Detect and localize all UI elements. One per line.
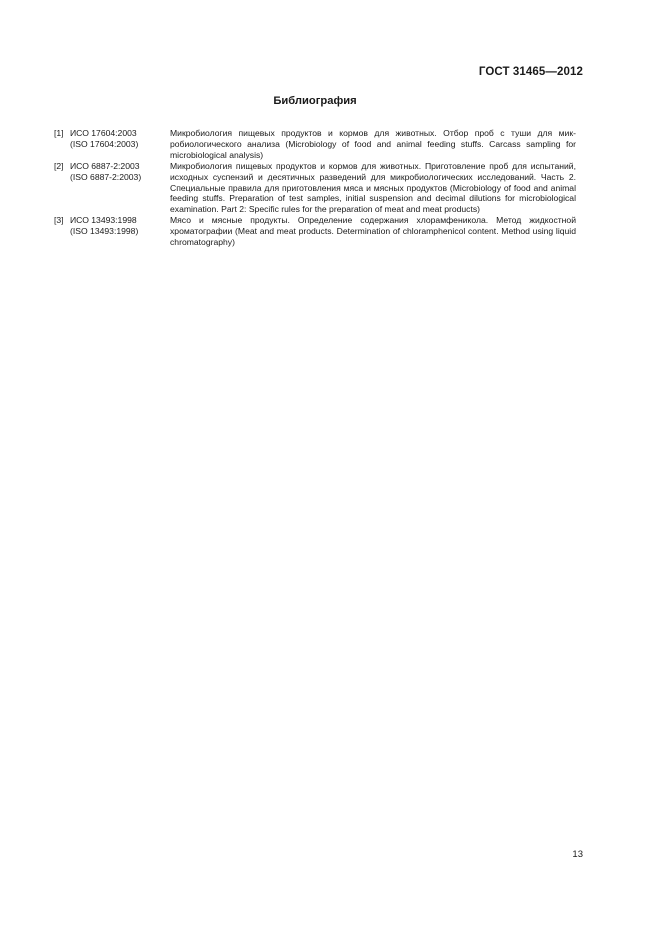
page-number: 13: [572, 849, 583, 860]
entry-text: Микробиология пищевых продуктов и кормов для животных. Приготовление проб для испытаний, исходных суспензий и десятичных разведений для микробиологических исследований. Часть 2. Специальные правила для приготовления мяса и мясных продуктов (Microbiology of food and animal feeding stuffs. Preparation of test samples, initial suspension and decimal dilutions for microbiological examination. Part 2: Specific rules for the preparation of meat and meat products): [170, 160, 576, 215]
entry-number: [2]: [54, 160, 64, 171]
entry-reference-ru: ИСО 6887-2:2003: [70, 160, 140, 171]
entry-reference: [70, 215, 170, 248]
entry-reference-ru: ИСО 17604:2003: [70, 128, 137, 138]
bibliography-entry: [54, 128, 576, 161]
bibliography-entry: [54, 161, 576, 216]
entry-reference-en: (ISO 17604:2003): [70, 138, 139, 149]
entry-text: Микробиология пищевых продуктов и кормов для животных. Отбор проб с туши для микробиологического анализа (Microbiology of food and animal feeding stuffs. Carcass sampling for microbiological analysis): [170, 128, 576, 160]
entry-reference-en: (ISO 6887-2:2003): [70, 171, 142, 182]
entry-reference-ru: ИСО 13493:1998: [70, 215, 137, 226]
entry-reference: [70, 161, 170, 216]
bibliography-list: [54, 128, 576, 248]
entry-reference-en: (ISO 13493:1998): [70, 226, 139, 237]
bibliography-entry: [54, 215, 576, 248]
entry-number: [3]: [54, 215, 64, 226]
document-code: ГОСТ 31465—2012: [478, 66, 583, 78]
bibliography-title: Библиография: [273, 95, 357, 107]
entry-reference: [70, 128, 170, 161]
entry-number: [1]: [54, 128, 64, 138]
entry-text: Мясо и мясные продукты. Определение содержания хлорамфеникола. Метод жидкостной хроматографии (Meat and meat products. Determination of chloramphenicol content. Method using liquid chromatography): [170, 215, 576, 248]
